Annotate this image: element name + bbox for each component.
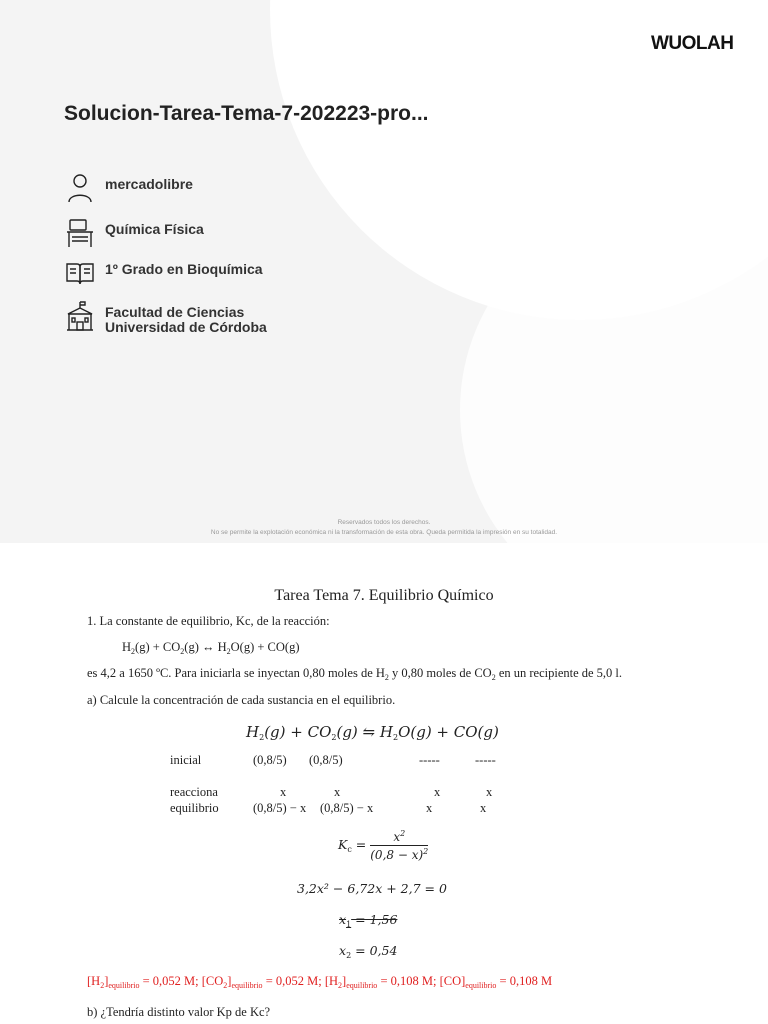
discarded-root: $x_1 = 1,56$ (339, 912, 398, 929)
brand-logo[interactable]: WUOLAH (651, 33, 734, 54)
document-page (0, 543, 768, 1024)
question-1-intro: 1. La constante de equilibrio, Kc, de la reacción: (87, 614, 330, 628)
table-cell: x (280, 785, 287, 799)
table-cell: (0,8/5) (309, 753, 343, 767)
classroom-desk-icon (64, 217, 96, 249)
kc-fraction: $\frac{x^2}{(0,8 - x)^2}$ (370, 829, 429, 862)
row-label-reacciona: reacciona (170, 785, 218, 799)
row-label-equilibrio: equilibrio (170, 801, 219, 815)
rights-notice (0, 518, 768, 538)
subject-name: Química Física (105, 221, 204, 237)
part-a-question: a) Calcule la concentración de cada sustancia en el equilibrio. (87, 693, 396, 707)
open-book-icon (64, 257, 96, 289)
subject-row[interactable] (64, 217, 204, 249)
faculty-line-2: Universidad de Córdoba (105, 319, 267, 335)
table-cell: ----- (475, 753, 496, 767)
problem-statement: es 4,2 a 1650 ºC. Para iniciarla se inyectan 0,80 moles de $H_2$ y 0,80 moles de $CO_2$ en un recipiente de 5,0 l. (87, 666, 623, 682)
degree-name: 1º Grado en Bioquímica (105, 261, 263, 277)
faculty-row[interactable] (64, 300, 267, 335)
kc-expression: $K_c$ = $\frac{x^2}{(0,8 - x)^2}$ (338, 829, 429, 862)
assignment-heading: Tarea Tema 7. Equilibrio Químico (274, 587, 494, 604)
table-cell: x (486, 785, 493, 799)
rights-line-2: No se permite la explotación económica ni la transformación de esta obra. Queda permitida la impresión en su totalidad. (210, 529, 558, 536)
faculty-name (105, 300, 267, 335)
faculty-line-1: Facultad de Ciencias (105, 304, 245, 320)
author-row[interactable] (64, 172, 193, 204)
table-cell: (0,8/5) (253, 753, 287, 767)
degree-row[interactable] (64, 257, 263, 289)
part-b-question: b) ¿Tendría distinto valor Kp de Kc? (87, 1005, 271, 1019)
author-name: mercadolibre (105, 176, 193, 192)
table-cell: ----- (419, 753, 440, 767)
table-cell: x (480, 801, 487, 815)
document-title: Solucion-Tarea-Tema-7-202223-pro... (64, 102, 429, 125)
table-cell: x (426, 801, 433, 815)
user-icon (64, 172, 96, 204)
valid-root: $x_2 = 0,54$ (339, 943, 398, 960)
table-cell: (0,8/5) − x (253, 801, 307, 815)
equilibrium-equation: $H_2(g) + CO_2(g)$ ⇋ $H_2O(g) + CO(g)$ (246, 723, 499, 742)
rights-line-1: Reservados todos los derechos. (337, 519, 431, 526)
row-label-inicial: inicial (170, 753, 202, 767)
table-cell: (0,8/5) − x (320, 801, 374, 815)
table-cell: x (434, 785, 441, 799)
quadratic-equation: 3,2x² − 6,72x + 2,7 = 0 (297, 881, 447, 896)
university-building-icon (64, 300, 96, 332)
table-cell: x (334, 785, 341, 799)
equilibrium-concentrations-answer: $[H_2]_{equilibrio} = 0,052$ M; $[CO_2]_{equilibrio} = 0,052$ M; $[H_2]_{equilibrio} = 0,108$ M; $[CO]_{equilibrio} = 0,108$ M (87, 974, 553, 990)
reaction-text: $H_2(g) + CO_2(g)$ ↔ $H_2O(g) + CO(g)$ (122, 640, 300, 656)
